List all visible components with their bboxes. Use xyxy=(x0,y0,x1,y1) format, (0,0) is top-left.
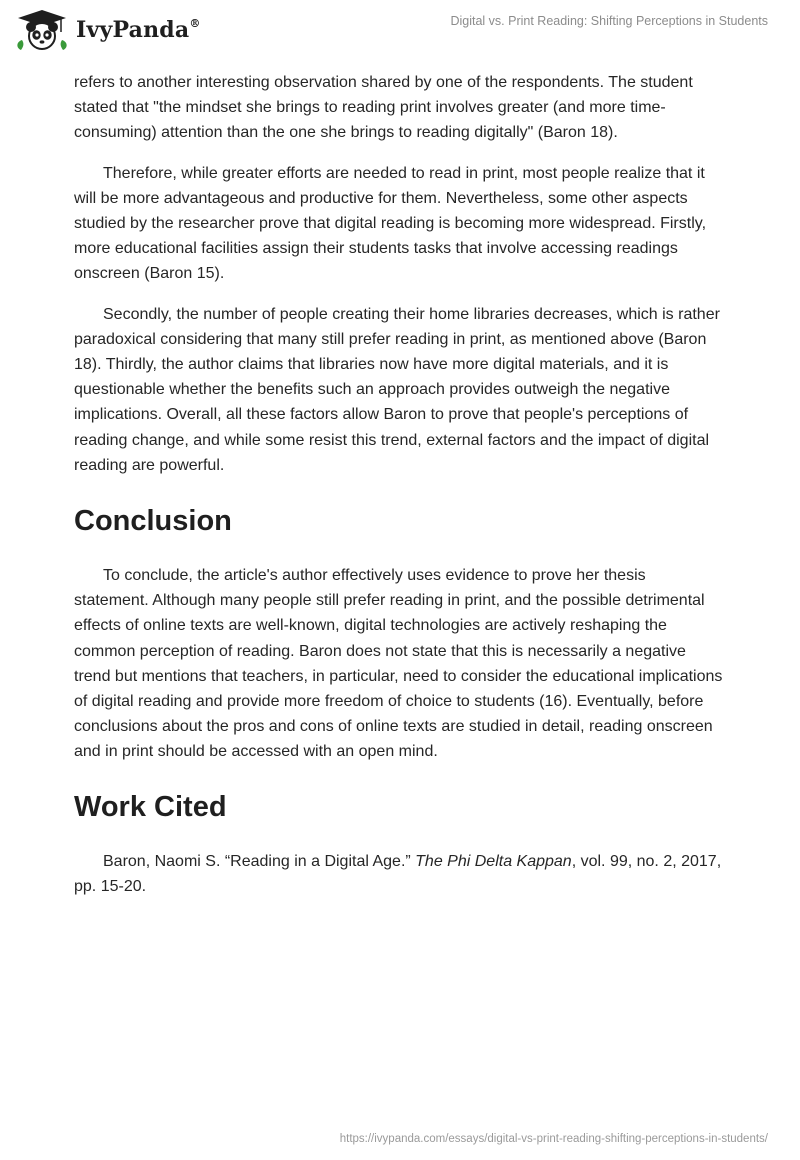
brand-name: IvyPanda® xyxy=(76,16,201,43)
source-url[interactable]: https://ivypanda.com/essays/digital-vs-print-reading-shifting-perceptions-in-students/ xyxy=(339,1133,768,1145)
ivypanda-logo[interactable] xyxy=(14,8,201,52)
conclusion-paragraph: To conclude, the article's author effectively uses evidence to prove her thesis statement. Although many people still prefer reading in print, and the possible detrimental effects of online texts are well-known, digital technologies are actively reshaping the common perception of reading. Baron does not state that this is necessarily a negative trend but mentions that teachers, in particular, need to consider the educational implications of digital reading and provide more freedom of choice to students (16). Eventually, before conclusions about the pros and cons of online texts are studied in detail, reading onscreen and in print should be accessed with an open mind. xyxy=(74,567,723,761)
journal-title: The Phi Delta Kappan xyxy=(415,852,572,870)
work-cited-heading: Work Cited xyxy=(74,790,227,823)
document-title: Digital vs. Print Reading: Shifting Perceptions in Students xyxy=(450,14,768,28)
paragraph: refers to another interesting observation shared by one of the respondents. The student stated that "the mindset she brings to reading print involves greater (and more time-consuming) attention than the one she brings to reading digitally" (Baron 18). xyxy=(74,74,693,142)
essay-content xyxy=(74,70,724,914)
citation: Baron, Naomi S. “Reading in a Digital Age.” The Phi Delta Kappan, vol. 99, no. 2, 2017, pp. 15-20. xyxy=(74,852,722,895)
conclusion-heading: Conclusion xyxy=(74,505,232,538)
page-header xyxy=(0,0,800,64)
paragraph: Secondly, the number of people creating their home libraries decreases, which is rather paradoxical considering that many still prefer reading in print, as mentioned above (Baron 18). Thirdly, the author claims that libraries now have more digital materials, and it is questionable whether the benefits such an approach provides outweigh the negative implications. Overall, all these factors allow Baron to prove that people's perceptions of reading change, and while some resist this trend, external factors and the impact of digital reading are powerful. xyxy=(74,305,720,474)
paragraph: Therefore, while greater efforts are needed to read in print, most people realize that it will be more advantageous and productive for them. Nevertheless, some other aspects studied by the researcher prove that digital reading is becoming more widespread. Firstly, more educational facilities assign their students tasks that involve accessing readings onscreen (Baron 15). xyxy=(74,164,707,283)
panda-graduate-icon xyxy=(14,8,70,52)
